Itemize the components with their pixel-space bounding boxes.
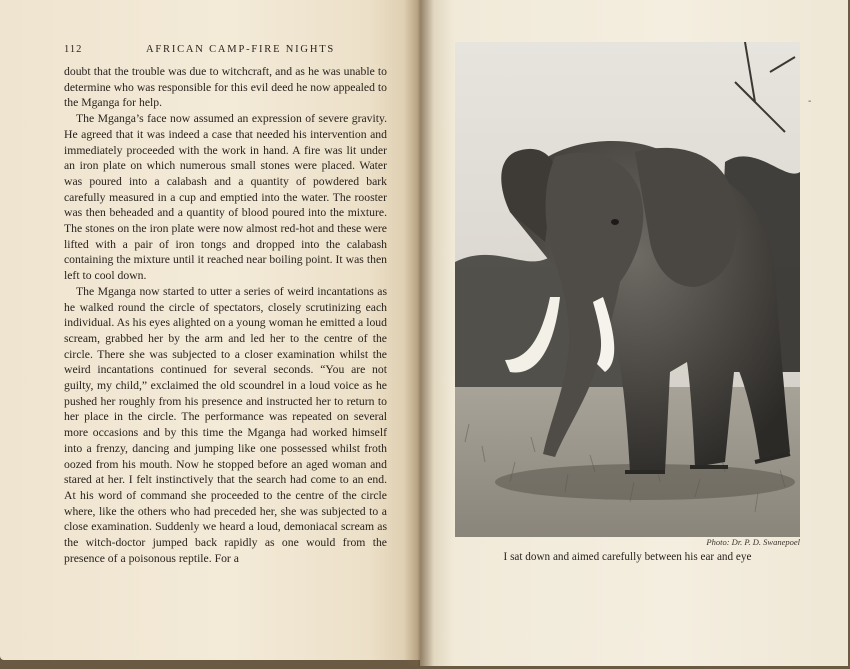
book-gutter xyxy=(404,0,434,666)
body-text xyxy=(64,64,387,567)
paragraph-1: doubt that the trouble was due to witchcraft, and as he was unable to determine who was responsible for this evil deed he now appealed to the Mganga for help. xyxy=(64,65,387,110)
elephant-photograph xyxy=(455,42,800,537)
page-number: 112 xyxy=(64,44,83,55)
photo-caption: I sat down and aimed carefully between his ear and eye xyxy=(503,551,752,563)
margin-mark: - xyxy=(808,96,812,107)
paragraph-3: The Mganga now started to utter a series of weird incantations as he walked round the circle of spectators, closely scrutinizing each individual. As his eyes alighted on a young woman he emitted a loud scream, grabbed her by the arm and led her to the centre of the circle. There she was subjected to a closer examination whilst the weird incantations continued for several seconds. “You are not guilty, my child,” exclaimed the old scoundrel in a loud voice as he pushed her roughly from his presence and instructed her to return to her place in the circle. The performance was repeated on several more occasions and by this time the Mganga had worked himself into a frenzy, dancing and jumping like one possessed whilst froth oozed from his mouth. Now he stopped before an aged woman and stared at her. I felt instinctively that the search had come to an end. At his word of command she proceeded to the centre of the circle where, like the others who had preceded her, she was subjected to a close examination. Suddenly we heard a loud, demoniacal scream as the witch-doctor jumped back rapidly as one would from the presence of a poisonous reptile. For a xyxy=(64,284,387,565)
photo-credit: Photo: Dr. P. D. Swanepoel xyxy=(706,537,800,547)
left-page xyxy=(0,0,420,660)
page-header xyxy=(64,44,384,60)
running-title: AFRICAN CAMP-FIRE NIGHTS xyxy=(146,44,336,55)
elephant-illustration xyxy=(455,42,800,537)
paragraph-2: The Mganga’s face now assumed an expression of severe gravity. He agreed that it was indeed a case that needed his intervention and immediately proceeded with the work in hand. A fire was lit under an iron plate on which numerous small stones were placed. Water was poured into a calabash and a quantity of powdered bark carefully measured in a cup and emptied into the water. The rooster was then beheaded and a quantity of blood poured into the mixture. The stones on the iron plate were now almost red-hot and these were lifted with a pair of iron tongs and dropped into the calabash containing the mixture until it reached near boiling point. It was then left to cool down. xyxy=(64,112,387,283)
